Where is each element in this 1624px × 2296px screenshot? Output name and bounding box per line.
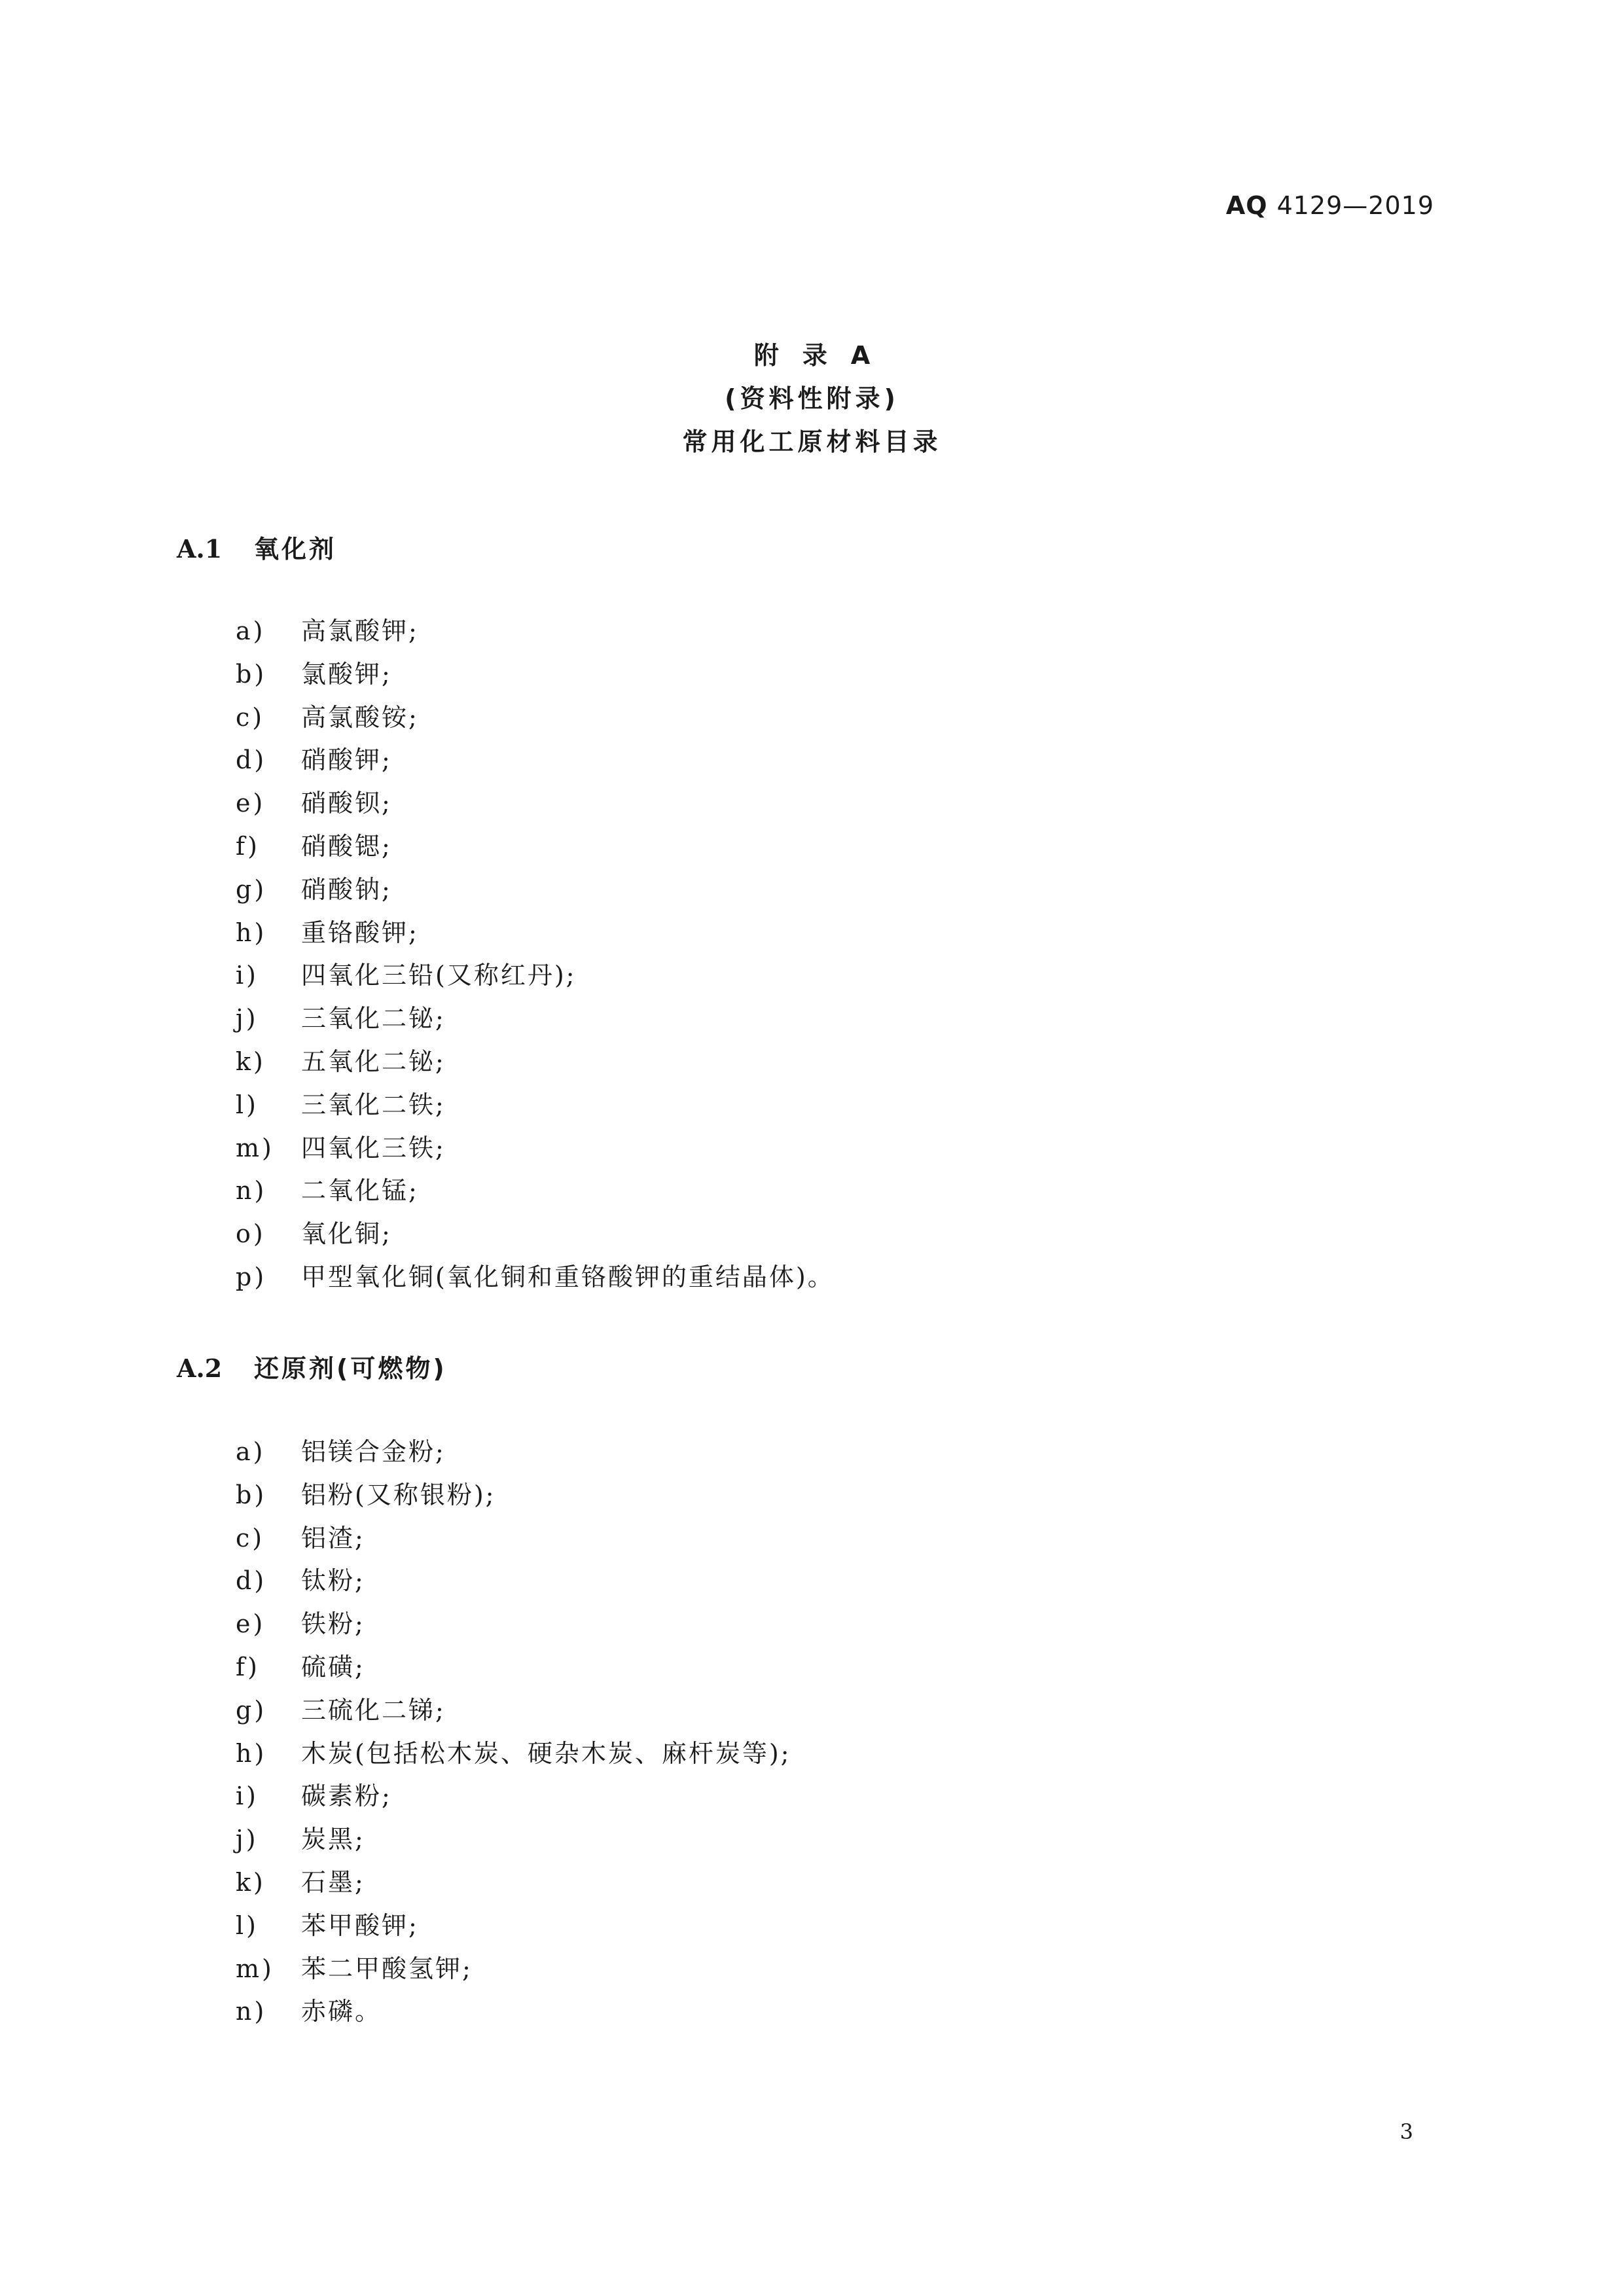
section-title: 氧化剂 <box>254 535 337 564</box>
section-title: 还原剂(可燃物) <box>254 1354 447 1383</box>
list-marker: j) <box>236 1825 259 1854</box>
list-marker: f) <box>236 1652 260 1681</box>
list-item <box>236 1775 791 1818</box>
list-marker: h) <box>236 1738 267 1768</box>
list-marker: a) <box>236 1437 266 1466</box>
list-marker: m) <box>236 1954 274 1983</box>
appendix-name: 常用化工原材料目录 <box>682 427 942 456</box>
list-text: 苯二甲酸氢钾; <box>301 1954 473 1983</box>
list-marker: c) <box>236 702 265 732</box>
appendix-nature: (资料性附录) <box>725 384 899 413</box>
list-marker: o) <box>236 1219 266 1249</box>
list-item <box>236 1861 791 1905</box>
list-marker: c) <box>236 1523 265 1552</box>
section-number: A.2 <box>177 1354 223 1383</box>
list-item <box>236 1041 835 1084</box>
list-text: 铁粉; <box>301 1609 365 1639</box>
list-text: 赤磷。 <box>301 1997 382 2026</box>
list-text: 硝酸钠; <box>301 874 392 904</box>
list-marker: g) <box>236 1695 267 1725</box>
list-item <box>236 1732 791 1776</box>
oxidizer-list <box>236 610 835 1299</box>
section-heading-a1 <box>177 529 336 565</box>
list-marker: m) <box>236 1133 274 1162</box>
list-item <box>236 997 835 1041</box>
list-item <box>236 954 835 997</box>
list-item <box>236 782 835 825</box>
list-text: 氧化铜; <box>301 1219 392 1249</box>
list-item <box>236 739 835 782</box>
list-marker: l) <box>236 1090 259 1119</box>
list-marker: b) <box>236 659 267 689</box>
list-text: 甲型氧化铜(氧化铜和重铬酸钾的重结晶体)。 <box>301 1262 835 1291</box>
list-text: 木炭(包括松木炭、硬杂木炭、麻杆炭等); <box>301 1738 791 1768</box>
list-marker: l) <box>236 1910 259 1940</box>
list-item <box>236 825 835 869</box>
list-marker: d) <box>236 745 267 775</box>
list-marker: g) <box>236 874 267 904</box>
list-marker: e) <box>236 789 266 818</box>
list-text: 铝粉(又称银粉); <box>301 1480 496 1509</box>
list-marker: k) <box>236 1047 266 1076</box>
list-item <box>236 1905 791 1948</box>
list-text: 碳素粉; <box>301 1782 392 1811</box>
list-item <box>236 696 835 740</box>
list-marker: j) <box>236 1004 259 1033</box>
list-text: 石墨; <box>301 1867 365 1897</box>
list-item <box>236 610 835 653</box>
list-text: 硝酸钡; <box>301 789 392 818</box>
list-item <box>236 1689 791 1732</box>
list-marker: p) <box>236 1262 267 1291</box>
list-text: 硝酸锶; <box>301 831 392 861</box>
section-heading-a2 <box>177 1348 447 1384</box>
standard-code <box>1226 191 1434 220</box>
list-item <box>236 1170 835 1213</box>
list-text: 苯甲酸钾; <box>301 1910 419 1940</box>
list-item <box>236 1517 791 1560</box>
list-item <box>236 1084 835 1127</box>
list-item <box>236 1603 791 1646</box>
list-text: 氯酸钾; <box>301 659 392 689</box>
list-item <box>236 1818 791 1861</box>
list-text: 四氧化三铅(又称红丹); <box>301 961 577 990</box>
list-marker: f) <box>236 831 260 861</box>
list-marker: b) <box>236 1480 267 1509</box>
list-text: 硝酸钾; <box>301 745 392 775</box>
list-item <box>236 1474 791 1517</box>
list-item <box>236 1646 791 1689</box>
list-marker: h) <box>236 918 267 947</box>
list-text: 三氧化二铋; <box>301 1004 446 1033</box>
section-number: A.1 <box>177 534 223 564</box>
list-text: 高氯酸铵; <box>301 702 419 732</box>
list-marker: a) <box>236 617 266 645</box>
list-marker: n) <box>236 1176 267 1206</box>
list-text: 三硫化二锑; <box>301 1695 446 1725</box>
list-item <box>236 1948 791 1991</box>
appendix-label: 附录A <box>753 341 894 370</box>
standard-code-prefix: AQ <box>1225 191 1268 220</box>
page-number: 3 <box>1399 2119 1413 2144</box>
reducer-list <box>236 1431 791 2034</box>
list-item <box>236 912 835 955</box>
list-item <box>236 1560 791 1603</box>
list-marker: i) <box>236 1782 259 1811</box>
list-text: 五氧化二铋; <box>301 1047 446 1076</box>
list-text: 高氯酸钾; <box>301 617 419 645</box>
list-item <box>236 1256 835 1299</box>
list-item <box>236 1213 835 1256</box>
appendix-title-block <box>0 334 1624 463</box>
list-marker: d) <box>236 1566 267 1596</box>
list-marker: e) <box>236 1609 266 1639</box>
list-marker: k) <box>236 1867 266 1897</box>
list-text: 铝镁合金粉; <box>301 1437 446 1466</box>
list-text: 重铬酸钾; <box>301 918 419 947</box>
list-text: 铝渣; <box>301 1523 365 1552</box>
list-item <box>236 1431 791 1474</box>
list-text: 炭黑; <box>301 1825 365 1854</box>
list-item <box>236 869 835 912</box>
list-text: 四氧化三铁; <box>301 1133 446 1162</box>
list-text: 硫磺; <box>301 1652 365 1681</box>
list-marker: n) <box>236 1997 267 2026</box>
list-item <box>236 1127 835 1170</box>
list-text: 三氧化二铁; <box>301 1090 446 1119</box>
list-marker: i) <box>236 961 259 990</box>
standard-code-number: 4129—2019 <box>1276 191 1434 220</box>
list-text: 二氧化锰; <box>301 1176 419 1206</box>
list-text: 钛粉; <box>301 1566 365 1596</box>
list-item <box>236 653 835 696</box>
list-item <box>236 1990 791 2034</box>
